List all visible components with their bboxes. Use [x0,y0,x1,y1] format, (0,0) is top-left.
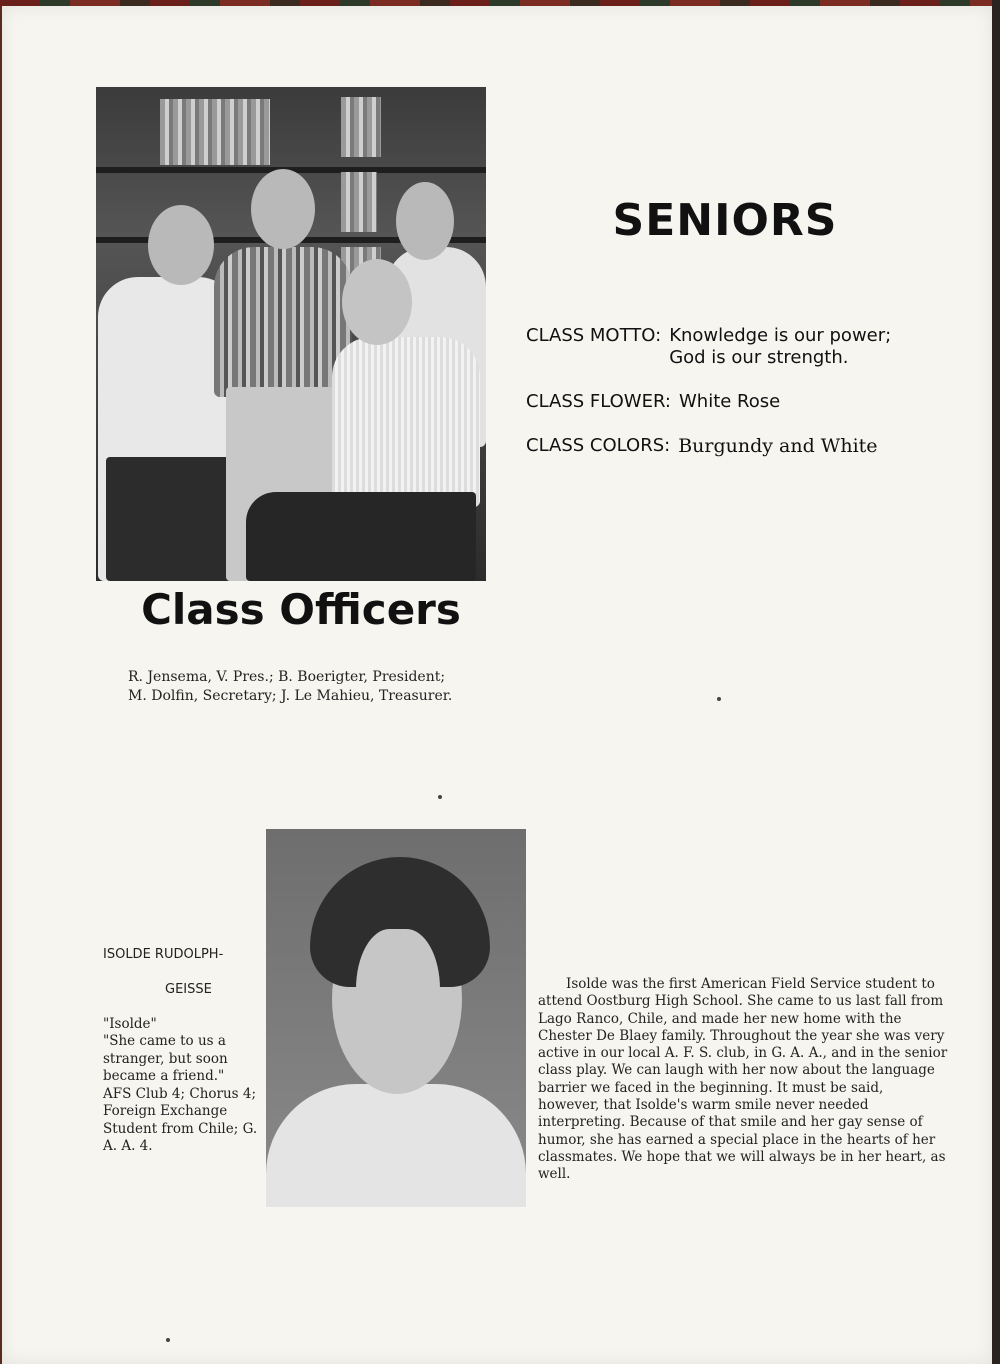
person-head [251,169,315,249]
person-head [342,259,412,345]
class-officers-heading: Class Officers [141,585,461,634]
print-speck [717,697,721,701]
page-title: SENIORS [612,195,838,246]
class-motto-label: CLASS MOTTO: [526,325,662,346]
senior-nickname: "Isolde" [103,1015,157,1032]
class-motto-value: Knowledge is our power; God is our strength. [669,325,892,368]
print-speck [166,1338,170,1342]
senior-bio [538,976,948,1184]
class-colors-row [526,435,946,457]
books [341,172,377,232]
portrait-face [356,929,440,1079]
class-colors-label: CLASS COLORS: [526,435,671,456]
class-officers-caption: R. Jensema, V. Pres.; B. Boerigter, President; M. Dolfin, Secretary; J. Le Mahieu, Treasurer. [128,669,453,704]
class-flower-label: CLASS FLOWER: [526,391,671,412]
senior-name [103,928,268,1016]
person-figure [106,457,232,581]
class-officers-photo [96,87,486,581]
class-flower-value: White Rose [679,391,781,412]
class-colors-value: Burgundy and White [678,435,878,457]
senior-info [103,928,268,1156]
books [341,97,381,157]
person-figure [246,492,476,581]
person-figure [332,337,480,507]
person-head [396,182,454,260]
print-speck [438,795,442,799]
senior-quote: "She came to us a stranger, but soon became a friend." [103,1033,228,1084]
senior-portrait-photo [266,829,526,1207]
books [160,99,270,165]
class-info [526,325,946,479]
page-edge-right [992,0,1000,1364]
senior-name-line: GEISSE [165,981,212,997]
senior-name-line: ISOLDE RUDOLPH- [103,946,224,962]
portrait-blouse [266,1084,526,1207]
senior-activities: AFS Club 4; Chorus 4; Foreign Exchange Student from Chile; G. A. A. 4. [103,1085,258,1154]
person-head [148,205,214,285]
class-motto-row [526,325,946,369]
class-flower-row [526,391,946,413]
senior-bio-text: Isolde was the first American Field Service student to attend Oostburg High School. She came to us last fall from Lago Ranco, Chile, and made her new home with the Chester De Blaey family. Throughout the year she was very active in our local A. F. S. club, in G. A. A., and in the senior class play. We can laugh with her now about the language barrier we faced in the beginning. It must be said, however, that Isolde's warm smile never needed interpreting. Because of that smile and her gay sense of humor, she has earned a special place in the hearts of her classmates. We hope that we will always be in her heart, as well. [538,976,948,1183]
